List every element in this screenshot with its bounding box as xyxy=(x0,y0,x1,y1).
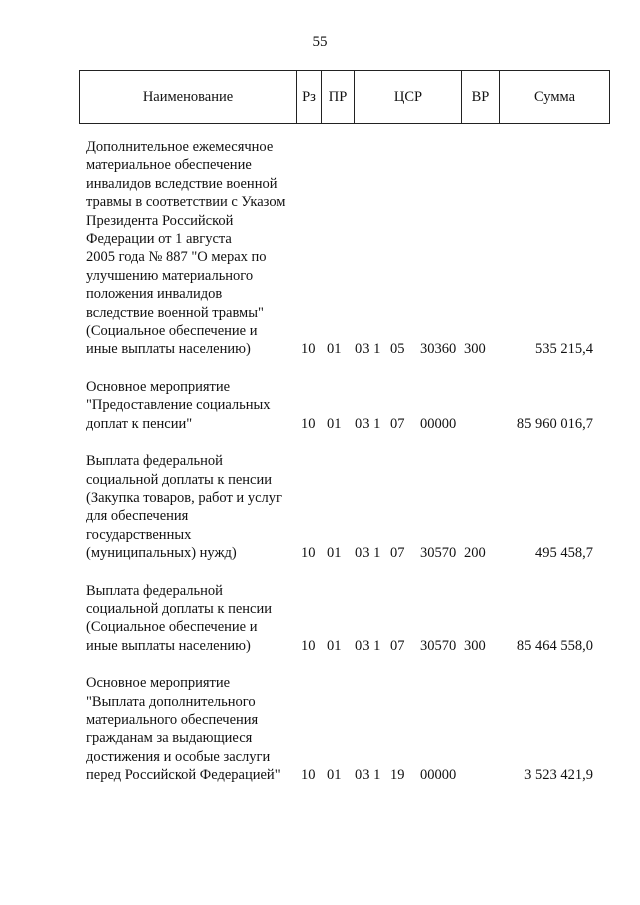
row-vr: 300 xyxy=(464,341,486,358)
row-name-line: государственных xyxy=(86,526,192,543)
header-rz: Рз xyxy=(297,71,322,124)
row-csr-direction: 30570 xyxy=(420,545,457,562)
row-csr-direction: 30570 xyxy=(420,637,457,654)
row-csr-program: 03 1 xyxy=(355,767,381,784)
row-csr-program: 03 1 xyxy=(355,637,381,654)
row-name-line: перед Российской Федерацией" xyxy=(86,767,281,784)
row-name-line: социальной доплаты к пенсии xyxy=(86,471,272,488)
row-name-line: Президента Российской xyxy=(86,212,234,229)
row-name-line: вследствие военной травмы" xyxy=(86,304,264,321)
row-csr-event: 07 xyxy=(390,415,405,432)
row-rz: 10 xyxy=(301,341,316,358)
table-row xyxy=(0,582,640,656)
row-name-line: материальное обеспечение xyxy=(86,157,252,174)
row-csr-event: 05 xyxy=(390,341,405,358)
row-name-line: (муниципальных) нужд) xyxy=(86,545,237,562)
row-name-line: "Предоставление социальных xyxy=(86,397,271,414)
row-name-line: (Социальное обеспечение и xyxy=(86,323,258,340)
row-csr-event: 07 xyxy=(390,637,405,654)
row-sum: 495 458,7 xyxy=(535,545,593,562)
table-row xyxy=(0,452,640,562)
row-name-line: для обеспечения xyxy=(86,508,189,525)
row-csr-direction: 30360 xyxy=(420,341,457,358)
row-codes xyxy=(0,340,640,358)
row-csr-program: 03 1 xyxy=(355,545,381,562)
row-pr: 01 xyxy=(327,637,342,654)
row-rz: 10 xyxy=(301,767,316,784)
row-vr: 200 xyxy=(464,545,486,562)
row-vr: 300 xyxy=(464,637,486,654)
row-csr-direction: 00000 xyxy=(420,415,457,432)
table-row xyxy=(0,138,640,359)
row-name-line: Дополнительное ежемесячное xyxy=(86,139,274,155)
row-sum: 535 215,4 xyxy=(535,341,593,358)
row-name-line: доплат к пенсии" xyxy=(86,415,193,432)
header-sum: Сумма xyxy=(500,71,610,124)
row-name-line: Основное мероприятие xyxy=(86,378,231,395)
table-body xyxy=(0,138,640,804)
header-pr: ПР xyxy=(322,71,355,124)
row-codes xyxy=(0,766,640,784)
row-codes xyxy=(0,415,640,433)
row-csr-program: 03 1 xyxy=(355,415,381,432)
row-csr-event: 07 xyxy=(390,545,405,562)
row-sum: 85 464 558,0 xyxy=(516,637,593,654)
row-name-line: достижения и особые заслуги xyxy=(86,748,271,765)
row-name-line: положения инвалидов xyxy=(86,286,223,303)
row-csr-program: 03 1 xyxy=(355,341,381,358)
row-sum: 3 523 421,9 xyxy=(524,767,593,784)
header-name: Наименование xyxy=(80,71,297,124)
row-pr: 01 xyxy=(327,415,342,432)
row-name-line: иные выплаты населению) xyxy=(86,341,251,358)
row-codes xyxy=(0,544,640,562)
row-name-line: 2005 года № 887 "О мерах по xyxy=(86,249,267,266)
row-csr-event: 19 xyxy=(390,767,405,784)
row-sum: 85 960 016,7 xyxy=(516,415,593,432)
row-name-line: Выплата федеральной xyxy=(86,582,223,599)
row-name-line: материального обеспечения xyxy=(86,711,259,728)
page-number: 55 xyxy=(312,34,328,50)
row-pr: 01 xyxy=(327,767,342,784)
row-rz: 10 xyxy=(301,637,316,654)
row-name-line: Основное мероприятие xyxy=(86,675,231,692)
header-csr: ЦСР xyxy=(355,71,462,124)
row-name-line: травмы в соответствии с Указом xyxy=(86,194,286,211)
row-pr: 01 xyxy=(327,545,342,562)
row-name-line: улучшению материального xyxy=(86,267,254,284)
row-rz: 10 xyxy=(301,415,316,432)
row-name-line: "Выплата дополнительного xyxy=(86,693,256,710)
row-codes xyxy=(0,637,640,655)
row-name-line: Федерации от 1 августа xyxy=(86,231,232,248)
row-csr-direction: 00000 xyxy=(420,767,457,784)
row-name-line: гражданам за выдающиеся xyxy=(86,730,253,747)
row-rz: 10 xyxy=(301,545,316,562)
row-name-line: (Закупка товаров, работ и услуг xyxy=(86,489,282,506)
table-row xyxy=(0,674,640,784)
row-name-line: социальной доплаты к пенсии xyxy=(86,600,272,617)
row-name-line: Выплата федеральной xyxy=(86,453,223,470)
table-header xyxy=(79,70,610,124)
row-name-line: (Социальное обеспечение и xyxy=(86,619,258,636)
row-name-line: иные выплаты населению) xyxy=(86,637,251,654)
row-pr: 01 xyxy=(327,341,342,358)
row-name xyxy=(86,138,296,359)
table-row xyxy=(0,378,640,433)
row-name-line: инвалидов вследствие военной xyxy=(86,175,278,192)
header-vr: ВР xyxy=(462,71,500,124)
